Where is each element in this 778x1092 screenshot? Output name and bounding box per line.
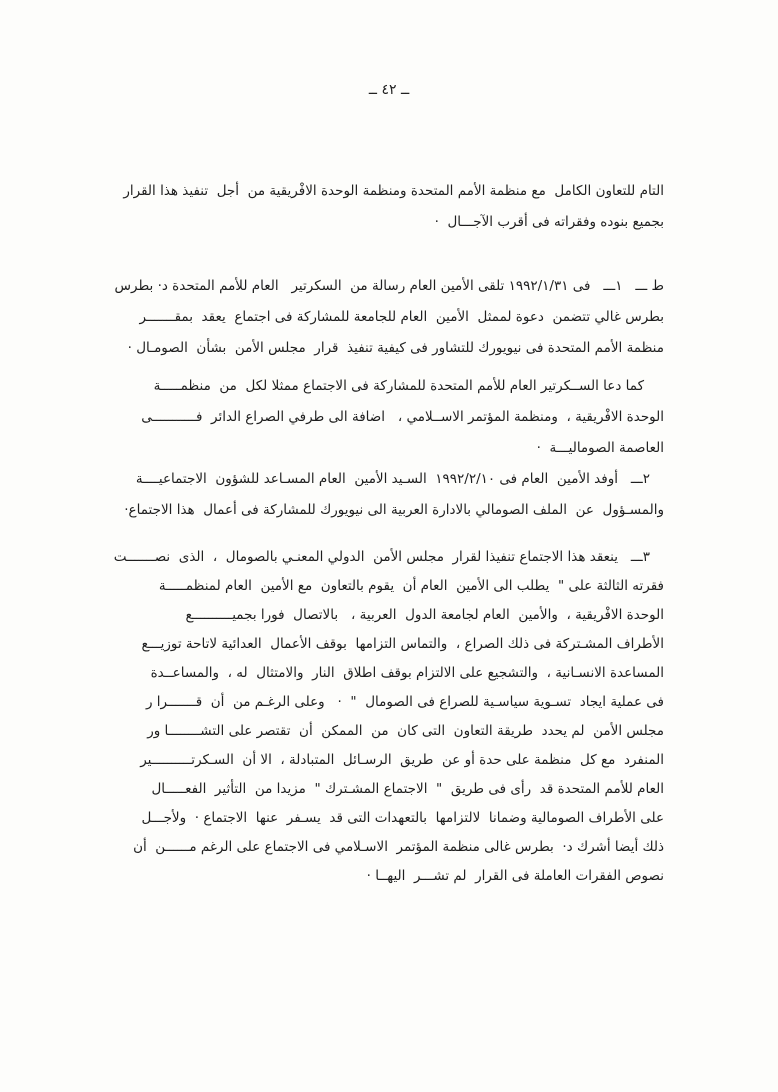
text-line: منظمة الأمم المتحدة فى نيويورك للتشاور فى كيفية تنفيذ قرار مجلس الأمن بشأن الصومـال · [127,340,664,356]
text-line: المنفرد مع كل منظمة على حدة أو عن طريق الرسـائل المتبادلة ، الا أن السـكرتــــــــــير [140,752,664,768]
text-line: الأطراف المشـتركة فى ذلك الصراع ، والتماس التزامها بوقف الأعمال العدائية لاتاحة توزيـــع [141,636,664,652]
text-line: فقرته الثالثة على " يطلب الى الأمين العام أن يقوم بالتعاون مع الأمين العام لمنظمـــــة [158,578,664,594]
text-line: مجلس الأمن لم يحدد طريقة التعاون التى كان من الممكن أن تقتصر على التشــــــــا ور [147,723,664,739]
text-line: كما دعا الســكرتير العام للأمم المتحدة للمشاركة فى الاجتماع ممثلا لكل من منظمـــــة [153,378,644,394]
text-line: ٢ـــ أوفد الأمين العام فى ١٩٩٢/٢/١٠ السـيد الأمين العام المسـاعد للشؤون الاجتماعيــــة [135,471,650,487]
paragraph-continuation [90,176,666,238]
text-line: التام للتعاون الكامل مع منظمة الأمم المتحدة ومنظمة الوحدة الافْريقية من أجل تنفيذ هذا القرار [123,183,664,199]
text-line: الوحدة الافْريقية ، والأمين العام لجامعة الدول العربية ، بالاتصال فورا بجميــــــــــع [185,607,664,623]
paragraph-item-3 [90,543,666,891]
paragraph-item-ta-1 [90,271,666,364]
text-line: والمسـؤول عن الملف الصومالي بالادارة العربية الى نيويورك للمشاركة فى أعمال هذا الاجتماع· [124,502,664,518]
text-line: العاصمة الصوماليـــة · [536,440,664,456]
text-line: الوحدة الافْريقية ، ومنظمة المؤتمر الاســلامي ، اضافة الى طرفي الصراع الدائر فـــــــــــى [141,409,664,425]
text-line: نصوص الفقرات العاملة فى القرار لم تشـــر اليهــا · [366,868,664,884]
text-line: المساعدة الانسـانية ، والتشجيع على الالتزام بوقف اطلاق النار والامتثال له ، والمساعــدة [150,665,664,681]
document-body [90,176,666,891]
paragraph-kama-daa [90,371,666,464]
text-line: بجميع بنوده وفقراته فى أقرب الآجـــال · [434,214,664,230]
text-line: فى عملية ايجاد تسـوية سياسـية للصراع فى الصومال " · وعلى الرغـم من أن قـــــــرا ر [146,694,664,710]
text-line: ط ـــ ١ـــ فى ١٩٩٢/١/٣١ تلقى الأمين العام رسالة من السكرتير العام للأمم المتحدة د· بطرس [114,278,664,294]
text-line: ٣ـــ ينعقد هذا الاجتماع تنفيذا لقرار مجلس الأمن الدولي المعنـي بالصومال ، الذى نصـــــــت [113,549,650,565]
text-line: على الأطراف الصومالية وضمانا لالتزامها بالتعهدات التى قد يسـفر عنها الاجتماع · ولأجـــل [141,810,664,826]
paragraph-item-2 [90,464,666,526]
page-number: ــ ٤٢ ــ [368,82,410,98]
text-line: ذلك أيضا أشرك د· بطرس غالى منظمة المؤتمر الاسـلامي فى الاجتماع على الرغم مــــــن أن [133,839,664,855]
text-line: بطرس غالي تتضمن دعوة لممثل الأمين العام للجامعة للمشاركة فى اجتماع يعقد بمقـــــــر [139,309,664,325]
text-line: العام للأمم المتحدة قد رأى فى طريق " الاجتماع المشـترك " مزيدا من التأثير الفعـــــال [151,781,664,797]
